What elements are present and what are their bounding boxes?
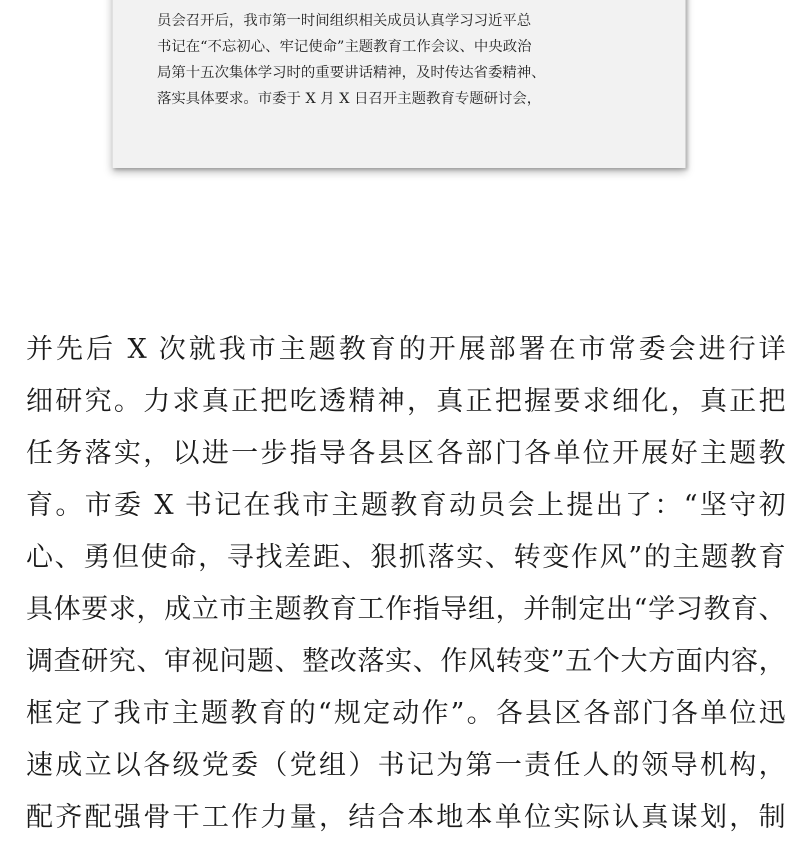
excerpt-line: 书记在“不忘初心、牢记使命”主题教育工作会议、中央政治 [157, 39, 532, 55]
excerpt-line: 局第十五次集体学习时的重要讲话精神，及时传达省委精神、 [157, 65, 546, 81]
excerpt-text [157, 8, 657, 112]
excerpt-line: 落实具体要求。市委于 X 月 X 日召开主题教育专题研讨会， [157, 91, 542, 107]
body-line: 速成立以各级党委（党组）书记为第一责任人的领导机构， [26, 750, 786, 781]
body-line: 任务落实，以进一步指导各县区各部门各单位开展好主题教 [26, 438, 786, 469]
body-line: 细研究。力求真正把吃透精神，真正把握要求细化，真正把 [26, 386, 786, 417]
body-line: 心、勇但使命，寻找差距、狠抓落实、转变作风”的主题教育 [26, 542, 786, 573]
excerpt-card [112, 0, 686, 168]
body-line: 框定了我市主题教育的“规定动作”。各县区各部门各单位迅 [26, 698, 786, 729]
body-line: 育。市委 X 书记在我市主题教育动员会上提出了：“坚守初 [26, 490, 786, 521]
body-line: 并先后 X 次就我市主题教育的开展部署在市常委会进行详 [26, 334, 786, 365]
body-line: 具体要求，成立市主题教育工作指导组，并制定出“学习教育、 [26, 594, 786, 625]
body-line: 调查研究、审视问题、整改落实、作风转变”五个大方面内容， [26, 646, 786, 677]
excerpt-line: 员会召开后，我市第一时间组织相关成员认真学习习近平总 [157, 13, 532, 29]
body-line: 配齐配强骨干工作力量，结合本地本单位实际认真谋划，制 [26, 802, 786, 833]
body-paragraph [26, 324, 786, 844]
